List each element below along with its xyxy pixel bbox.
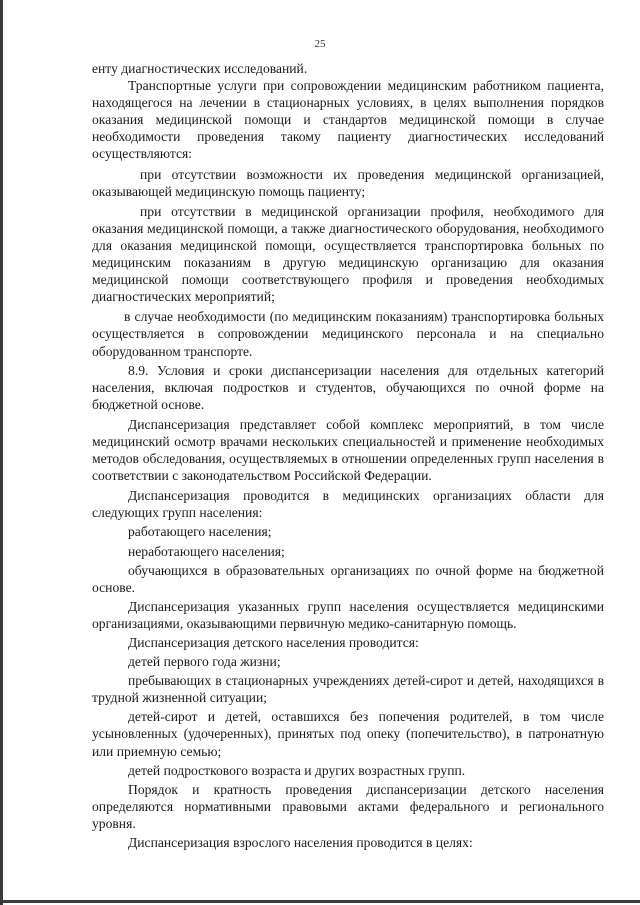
paragraph-no-profile: при отсутствии в медицинской организации профиля, необходимого для оказания медицинской помощи, а также диагностического оборудования, необходимого для оказания медицинской помощи, осуществляется транспортировка больных по медицинским показаниям в другую медицинскую организацию для оказания медицинской помощи соответствующего профиля и проведения необходимых диагностических мероприятий; [92,203,604,305]
list-item-orphan-institutions: пребывающих в стационарных учреждениях детей-сирот и детей, находящихся в трудной жизненной ситуации; [92,673,604,706]
paragraph-frequency: Порядок и кратность проведения диспансеризации детского населения определяются нормативными правовыми актами федерального и регионального уровня. [92,781,604,831]
list-item-working: работающего населения; [128,524,272,540]
paragraph-children-dispensary: Диспансеризация детского населения проводится: [128,635,419,650]
scan-bottom-edge [0,900,640,903]
paragraph-section-8-9: 8.9. Условия и сроки диспансеризации населения для отдельных категорий населения, включая подростков и студентов, обучающихся по очной форме на бюджетной основе. [92,362,604,412]
scan-left-edge [0,0,3,905]
document-body [92,60,604,851]
paragraph-transport-services: Транспортные услуги при сопровождении медицинским работником пациента, находящегося на лечении в стационарных условиях, в целях выполнения порядков оказания медицинской помощи и стандартов медицинской помощи в случае необходимости проведения такому пациенту диагностических исследований осуществляются: [92,78,604,162]
page-number: 25 [314,38,326,50]
paragraph-no-capability: при отсутствии возможности их проведения медицинской организацией, оказывающей медицинскую помощь пациенту; [92,166,604,199]
paragraph-adult-dispensary: Диспансеризация взрослого населения проводится в целях: [128,835,473,851]
list-item-nonworking: неработающего населения; [128,543,285,559]
list-item-infants: детей первого года жизни; [128,654,281,670]
list-item-orphans-adopted: детей-сирот и детей, оставшихся без попечения родителей, в том числе усыновленных (удочеренных), принятых под опеку (попечительство), в патронатную или приемную семью; [92,709,604,759]
list-item-adolescents: детей подросткового возраста и других возрастных групп. [128,762,466,778]
paragraph-primary-care: Диспансеризация указанных групп населения осуществляется медицинскими организациями, оказывающими первичную медико-санитарную помощь. [92,598,604,631]
paragraph-dispensary-definition: Диспансеризация представляет собой комплекс мероприятий, в том числе медицинский осмотр врачами нескольких специальностей и применение необходимых методов обследования, осуществляемых в отношении определенных групп населения в соответствии с законодательством Российской Федерации. [92,416,604,484]
paragraph-transport-escort: в случае необходимости (по медицинским показаниям) транспортировка больных осуществляется в сопровождении медицинского персонала и на специально оборудованном транспорте. [92,309,604,359]
paragraph-dispensary-groups: Диспансеризация проводится в медицинских организациях области для следующих групп населения: [92,488,604,521]
list-item-students: обучающихся в образовательных организациях по очной форме на бюджетной основе. [92,562,604,595]
paragraph-continuation: енту диагностических исследований. [92,61,308,76]
